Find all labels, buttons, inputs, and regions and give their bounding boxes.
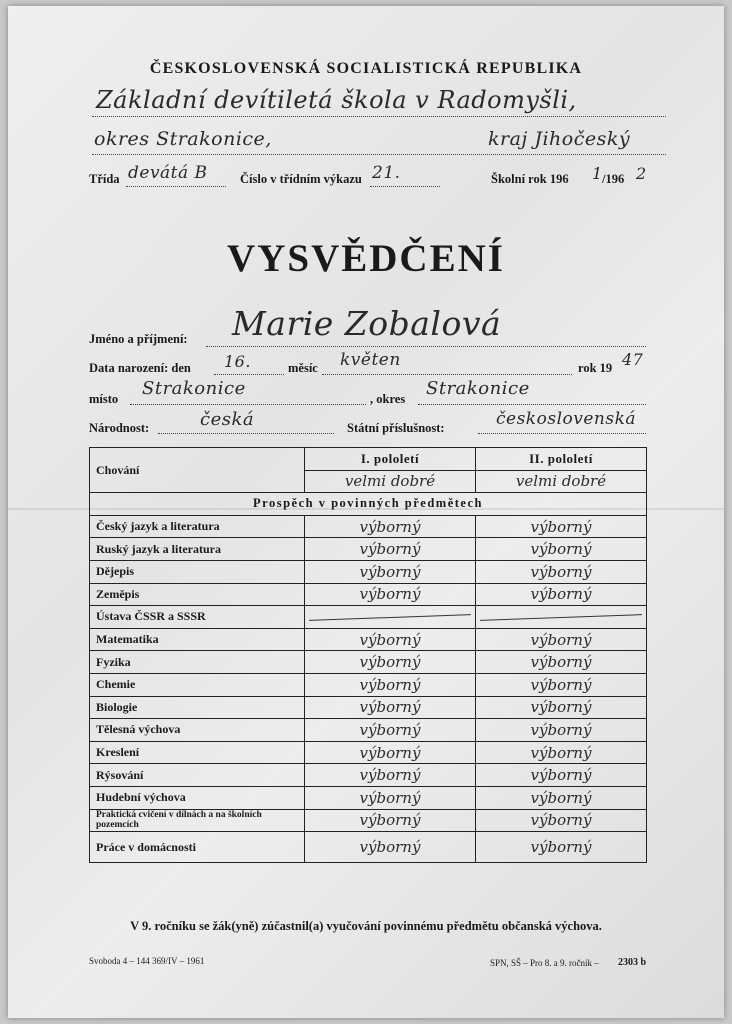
grade-sem-2: výborný <box>476 696 647 719</box>
table-row <box>90 628 647 651</box>
semester-1-header: I. pololetí <box>305 448 476 471</box>
citizenship-label: Státní příslušnost: <box>347 421 445 435</box>
grade-sem-2: výborný <box>476 832 647 863</box>
birth-day-label: Data narození: den <box>89 361 191 375</box>
table-row <box>90 538 647 561</box>
grade-sem-1: výborný <box>305 673 476 696</box>
citizenship-value: československá <box>496 409 637 429</box>
table-row <box>90 764 647 787</box>
grade-sem-1: výborný <box>305 786 476 809</box>
birth-day-dotline <box>214 374 284 375</box>
behavior-grade-1: velmi dobré <box>305 470 476 493</box>
form-code: 2303 b <box>618 957 647 968</box>
table-row <box>90 696 647 719</box>
nationality-dotline <box>158 433 334 434</box>
grade-sem-1: výborný <box>305 696 476 719</box>
birth-day-value: 16. <box>224 352 251 371</box>
republic-title: ČESKOSLOVENSKÁ SOCIALISTICKÁ REPUBLIKA <box>149 60 583 77</box>
birth-district-label: , okres <box>370 392 406 406</box>
name-label: Jméno a příjmení: <box>89 332 188 346</box>
birth-year-value: 47 <box>622 350 644 369</box>
table-row <box>90 719 647 742</box>
grade-sem-2-struck <box>476 606 647 629</box>
birth-place-value: Strakonice <box>142 378 246 399</box>
grade-sem-1: výborný <box>305 832 476 863</box>
semester-2-header: II. pololetí <box>476 448 647 471</box>
subject-name: Dějepis <box>90 560 305 583</box>
grade-sem-2: výborný <box>476 809 647 832</box>
section-header-row <box>90 493 647 516</box>
nationality-label: Národnost: <box>89 421 150 435</box>
subject-name: Praktická cvičení v dílnách a na školních pozemcích <box>90 809 305 832</box>
document-title: VYSVĚDČENÍ <box>227 237 505 280</box>
grade-sem-1: výborný <box>305 560 476 583</box>
class-dotline <box>126 186 226 187</box>
subject-name: Práce v domácnosti <box>90 832 305 863</box>
birth-district-dotline <box>418 404 646 405</box>
table-header-row <box>90 448 647 471</box>
citizenship-dotline <box>478 433 646 434</box>
subject-name: Kreslení <box>90 741 305 764</box>
class-label: Třída <box>89 172 120 186</box>
grade-sem-1-struck <box>305 606 476 629</box>
subject-name: Chemie <box>90 673 305 696</box>
grade-sem-2: výborný <box>476 673 647 696</box>
school-year-label: Školní rok 196 <box>491 172 569 186</box>
birth-place-dotline <box>130 404 366 405</box>
grade-sem-2: výborný <box>476 719 647 742</box>
table-row <box>90 651 647 674</box>
behavior-grade-2: velmi dobré <box>476 470 647 493</box>
subject-name: Ruský jazyk a literatura <box>90 538 305 561</box>
school-year-separator: /196 <box>602 172 625 186</box>
table-row <box>90 515 647 538</box>
grade-sem-2: výborný <box>476 741 647 764</box>
grade-sem-2: výborný <box>476 515 647 538</box>
subject-name: Hudební výchova <box>90 786 305 809</box>
grade-sem-1: výborný <box>305 515 476 538</box>
grade-sem-2: výborný <box>476 628 647 651</box>
behavior-label: Chování <box>90 448 305 493</box>
section-title: Prospěch v povinných předmětech <box>90 493 647 516</box>
subject-name: Český jazyk a literatura <box>90 515 305 538</box>
civics-footnote: V 9. ročníku se žák(yně) zúčastnil(a) vyučování povinnému předmětu občanská výchova. <box>130 919 602 933</box>
grade-sem-2: výborný <box>476 538 647 561</box>
register-number-value: 21. <box>372 163 401 183</box>
printer-info: Svoboda 4 – 144 369/IV – 1961 <box>89 956 205 966</box>
grade-sem-1: výborný <box>305 741 476 764</box>
name-dotline <box>206 346 646 347</box>
nationality-value: česká <box>200 409 255 430</box>
table-row <box>90 786 647 809</box>
table-row <box>90 583 647 606</box>
grade-sem-1: výborný <box>305 583 476 606</box>
school-year-from: 1 <box>592 164 603 183</box>
subject-name: Zeměpis <box>90 583 305 606</box>
grade-sem-2: výborný <box>476 651 647 674</box>
grade-sem-1: výborný <box>305 719 476 742</box>
subject-name: Rýsování <box>90 764 305 787</box>
birth-place-label: místo <box>89 392 119 406</box>
birth-month-label: měsíc <box>288 361 318 375</box>
birth-month-value: květen <box>340 350 401 370</box>
subject-name: Matematika <box>90 628 305 651</box>
subject-name: Biologie <box>90 696 305 719</box>
table-row <box>90 809 647 832</box>
grade-sem-1: výborný <box>305 651 476 674</box>
grade-sem-2: výborný <box>476 560 647 583</box>
grade-sem-1: výborný <box>305 628 476 651</box>
grade-sem-2: výborný <box>476 764 647 787</box>
grade-sem-2: výborný <box>476 786 647 809</box>
name-value: Marie Zobalová <box>232 304 502 343</box>
publisher-info: SPN, SŠ – Pro 8. a 9. ročník – <box>490 958 599 968</box>
table-row <box>90 673 647 696</box>
school-year-to: 2 <box>636 164 647 183</box>
school-name: Základní devítiletá škola v Radomyšli, <box>96 86 577 114</box>
subject-name: Ústava ČSSR a SSSR <box>90 606 305 629</box>
school-line-1 <box>92 116 666 117</box>
grade-sem-1: výborný <box>305 538 476 561</box>
school-region: kraj Jihočeský <box>488 128 631 150</box>
table-row <box>90 741 647 764</box>
register-dotline <box>370 186 440 187</box>
school-district: okres Strakonice, <box>94 128 272 150</box>
subject-name: Tělesná výchova <box>90 719 305 742</box>
table-row <box>90 606 647 629</box>
birth-month-dotline <box>322 374 572 375</box>
grade-sem-1: výborný <box>305 809 476 832</box>
grade-sem-1: výborný <box>305 764 476 787</box>
subject-name: Fyzika <box>90 651 305 674</box>
grades-table <box>89 447 647 863</box>
class-value: devátá B <box>128 163 208 183</box>
birth-year-label: rok 19 <box>578 361 613 375</box>
school-line-2 <box>92 154 666 155</box>
birth-district-value: Strakonice <box>426 378 530 399</box>
register-number-label: Číslo v třídním výkazu <box>240 172 362 186</box>
table-row <box>90 832 647 863</box>
table-row <box>90 560 647 583</box>
grade-sem-2: výborný <box>476 583 647 606</box>
